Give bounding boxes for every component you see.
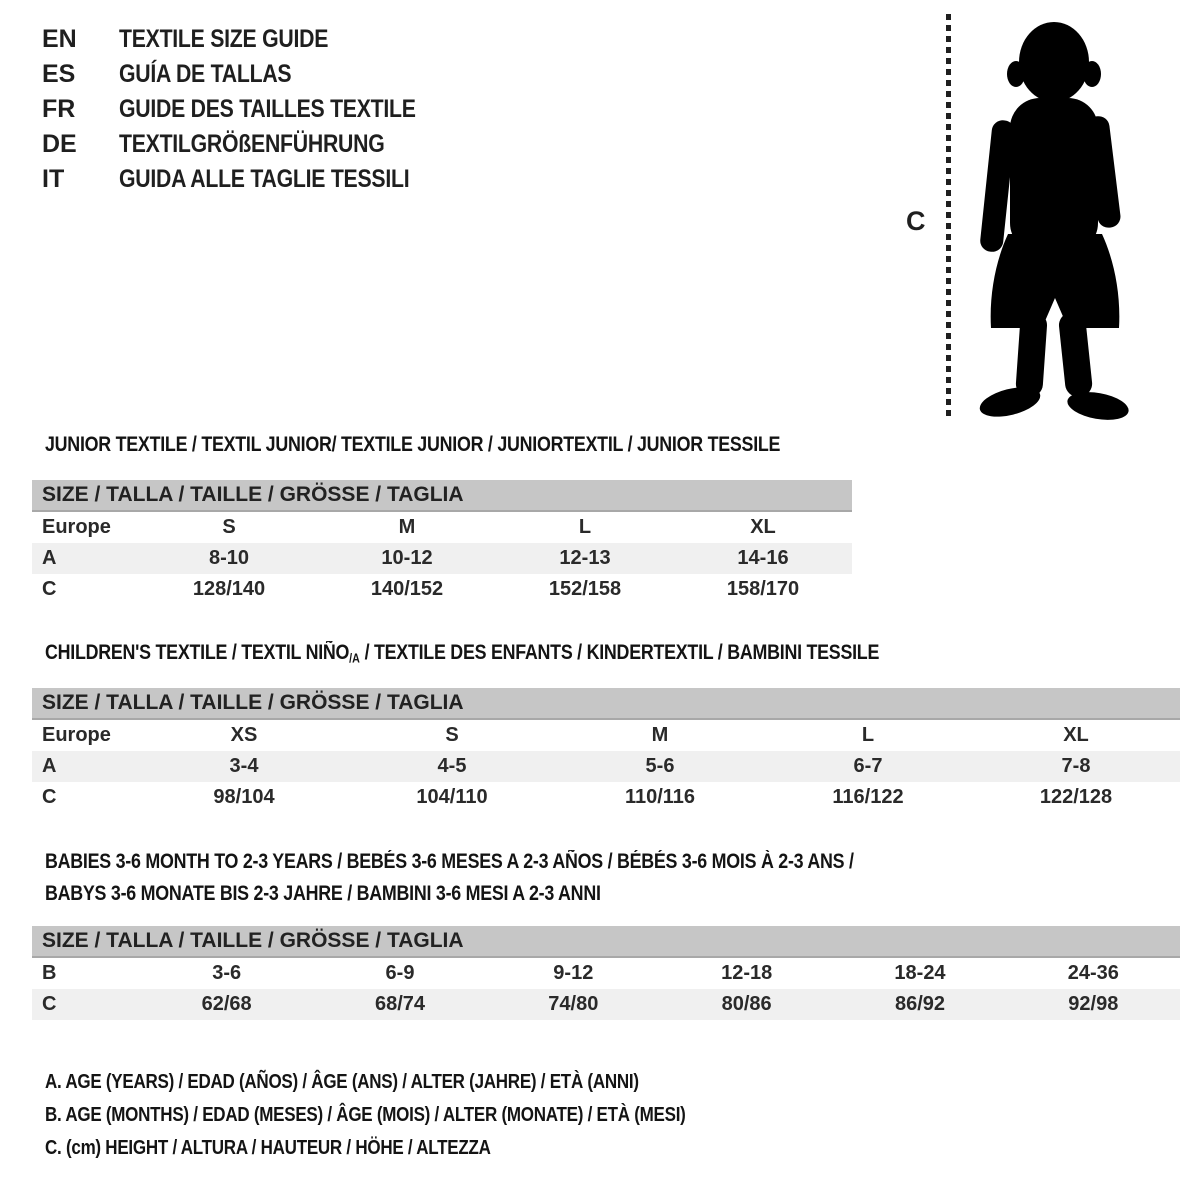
language-label: GUIDE DES TAILLES TEXTILE — [119, 95, 416, 123]
table-row-age — [32, 543, 852, 574]
row-label-cell: C — [42, 578, 57, 600]
language-row-es — [42, 57, 468, 92]
size-cell: 6-9 — [385, 962, 415, 984]
row-label-cell: C — [42, 993, 57, 1015]
height-label-c: C — [906, 206, 926, 236]
language-row-en — [42, 22, 468, 57]
language-code: DE — [42, 130, 77, 158]
row-label-cell: A — [42, 755, 57, 777]
children-section-title — [45, 640, 1026, 672]
legend-line-c — [45, 1132, 799, 1165]
legend-line-b — [45, 1099, 799, 1132]
size-cell: 12-13 — [559, 547, 611, 569]
size-cell: 7-8 — [1061, 755, 1091, 777]
language-label: TEXTILGRÖßENFÜHRUNG — [119, 130, 385, 158]
size-cell: 74/80 — [548, 993, 599, 1015]
table-row-height — [32, 574, 852, 605]
size-cell: 86/92 — [894, 993, 946, 1015]
size-cell: L — [578, 516, 592, 538]
size-cell: 6-7 — [853, 755, 883, 777]
size-cell: XL — [1063, 724, 1089, 746]
language-label: TEXTILE SIZE GUIDE — [119, 25, 329, 53]
language-code: EN — [42, 25, 77, 53]
junior-size-table — [32, 480, 852, 605]
size-cell: M — [398, 516, 416, 538]
size-cell: XL — [750, 516, 776, 538]
table-row-height — [32, 782, 1180, 813]
toddler-silhouette-icon — [958, 12, 1142, 422]
row-label-cell: Europe — [42, 516, 111, 538]
size-cell: 3-4 — [229, 755, 259, 777]
size-cell: 10-12 — [381, 547, 433, 569]
babies-title-line1: BABIES 3-6 MONTH TO 2-3 YEARS / BEBÉS 3-6 MESES A 2-3 AÑOS / BÉBÉS 3-6 MOIS À 2-3 ANS / — [45, 850, 854, 873]
legend-line-a — [45, 1066, 799, 1099]
babies-section-title — [45, 846, 996, 910]
size-cell: S — [445, 724, 459, 746]
size-cell: 80/86 — [721, 993, 772, 1015]
size-cell: 104/110 — [416, 786, 488, 808]
row-label-cell: C — [42, 786, 57, 808]
size-cell: 152/158 — [548, 578, 622, 600]
language-code: IT — [42, 165, 65, 193]
size-cell: 5-6 — [645, 755, 675, 777]
children-title-subscript: /A — [349, 651, 360, 666]
language-row-it — [42, 162, 468, 197]
legend — [45, 1066, 799, 1165]
children-title-suffix: / TEXTILE DES ENFANTS / KINDERTEXTIL / BAMBINI TESSILE — [359, 641, 880, 664]
language-row-fr — [42, 92, 468, 127]
size-cell: 4-5 — [437, 755, 467, 777]
junior-section-title — [45, 432, 910, 458]
junior-size-header: SIZE / TALLA / TAILLE / GRÖSSE / TAGLIA — [32, 480, 852, 512]
babies-title-line2: BABYS 3-6 MONATE BIS 2-3 JAHRE / BAMBINI 3-6 MESI A 2-3 ANNI — [45, 882, 601, 905]
size-cell: XS — [230, 724, 258, 746]
legend-line-b-text: B. AGE (MONTHS) / EDAD (MESES) / ÂGE (MOIS) / ALTER (MONATE) / ETÀ (MESI) — [45, 1104, 686, 1126]
table-row-height — [32, 989, 1180, 1020]
row-label-cell: Europe — [42, 724, 111, 746]
size-cell: 158/170 — [726, 578, 800, 600]
size-cell: L — [861, 724, 875, 746]
table-row-age-months — [32, 958, 1180, 989]
size-cell: 62/68 — [201, 993, 252, 1015]
height-dashed-line — [946, 14, 951, 418]
size-cell: 140/152 — [370, 578, 444, 600]
children-section-title-text — [45, 640, 879, 672]
row-label-cell: B — [42, 962, 57, 984]
table-row-europe — [32, 720, 1180, 751]
language-list — [42, 22, 468, 197]
language-code: FR — [42, 95, 76, 123]
children-size-header: SIZE / TALLA / TAILLE / GRÖSSE / TAGLIA — [32, 688, 1180, 720]
size-cell: 18-24 — [894, 962, 946, 984]
legend-line-c-text: C. (cm) HEIGHT / ALTURA / HAUTEUR / HÖHE / ALTEZZA — [45, 1137, 491, 1159]
size-cell: 98/104 — [213, 786, 275, 808]
language-code: ES — [42, 60, 76, 88]
children-size-table — [32, 688, 1180, 813]
size-cell: 110/116 — [624, 786, 696, 808]
size-cell: 68/74 — [374, 993, 426, 1015]
size-cell: 14-16 — [737, 547, 789, 569]
junior-section-title-text: JUNIOR TEXTILE / TEXTIL JUNIOR/ TEXTILE JUNIOR / JUNIORTEXTIL / JUNIOR TESSILE — [45, 433, 781, 456]
children-title-prefix: CHILDREN'S TEXTILE / TEXTIL NIÑO — [45, 641, 350, 664]
size-cell: 92/98 — [1068, 993, 1119, 1015]
table-row-age — [32, 751, 1180, 782]
babies-size-header: SIZE / TALLA / TAILLE / GRÖSSE / TAGLIA — [32, 926, 1180, 958]
language-row-de — [42, 127, 468, 162]
size-cell: 128/140 — [192, 578, 266, 600]
language-label: GUIDA ALLE TAGLIE TESSILI — [119, 165, 410, 193]
babies-size-table — [32, 926, 1180, 1020]
size-cell: 9-12 — [553, 962, 594, 984]
size-cell: 24-36 — [1067, 962, 1119, 984]
size-cell: 8-10 — [208, 547, 250, 569]
table-row-europe — [32, 512, 852, 543]
size-cell: 3-6 — [212, 962, 242, 984]
size-cell: S — [222, 516, 236, 538]
language-label: GUÍA DE TALLAS — [119, 60, 292, 88]
size-cell: 12-18 — [721, 962, 773, 984]
row-label-cell: A — [42, 547, 57, 569]
size-cell: 122/128 — [1039, 786, 1113, 808]
legend-line-a-text: A. AGE (YEARS) / EDAD (AÑOS) / ÂGE (ANS) / ALTER (JAHRE) / ETÀ (ANNI) — [45, 1071, 639, 1093]
size-cell: 116/122 — [832, 786, 904, 808]
size-cell: M — [651, 724, 669, 746]
